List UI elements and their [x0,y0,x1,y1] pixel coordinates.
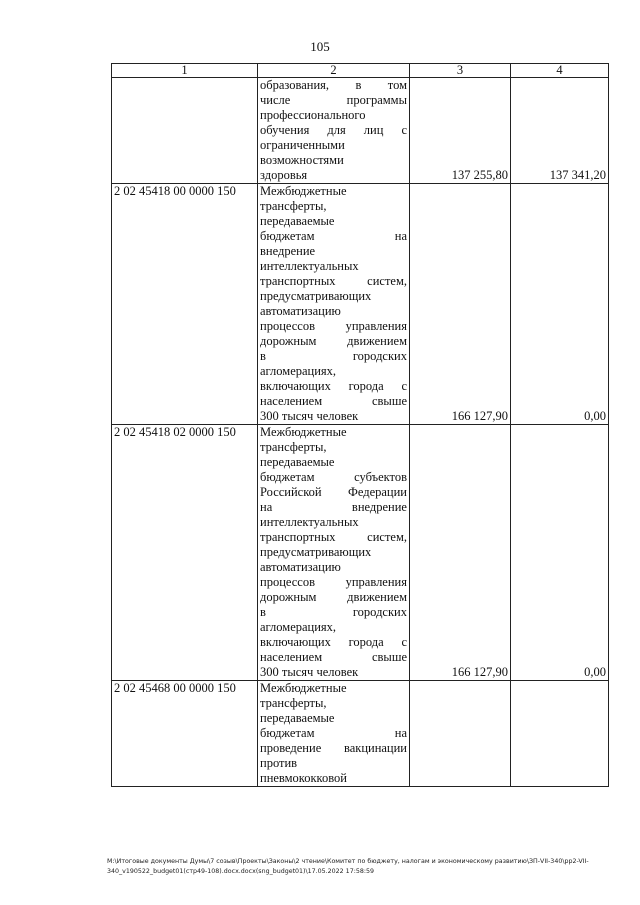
revenue-name-line: 300 тысяч человек [260,409,359,423]
revenue-name-line: образования, в том [260,78,407,92]
revenue-name-line: агломерациях, [260,364,337,378]
revenue-name-line: внедрение [260,244,316,258]
file-path-footer: M:\Итоговые документы Думы\7 созыв\Проекты\Законы\2 чтение\Комитет по бюджету, налогам и экономическому развитию\ЗП-VII-340\pp2-VII-340_v190522_budget01(стр49-108).docx.docx(sng_budget01)\17.05.2022 17:58:59 [107,858,589,875]
table-row [112,681,609,787]
revenue-name-line: населением свыше [260,394,407,408]
revenue-name-line: передаваемые [260,214,335,228]
revenue-name-line: в городских [260,349,407,363]
revenue-name-line: передаваемые [260,711,335,725]
revenue-name-cell [258,425,410,681]
amount-cell-col4: 0,00 [511,425,609,681]
table-row [112,425,609,681]
revenue-name-cell [258,681,410,787]
amount-cell-col4 [511,681,609,787]
revenue-name-line: трансферты, [260,696,327,710]
revenue-name-line: транспортных систем, [260,530,407,544]
revenue-name-line: Российской Федерации [260,485,407,499]
revenue-name-line: профессионального [260,108,366,122]
amount-cell-col4: 137 341,20 [511,78,609,184]
revenue-name-line: Межбюджетные [260,184,347,198]
revenue-name-line: процессов управления [260,575,407,589]
revenue-name-line: трансферты, [260,440,327,454]
column-header-4: 4 [511,64,609,78]
table-row [112,184,609,425]
revenue-name-line: возможностями [260,153,344,167]
revenue-code-cell: 2 02 45468 00 0000 150 [112,681,258,787]
column-header-1: 1 [112,64,258,78]
revenue-code-cell [112,78,258,184]
revenue-name-line: трансферты, [260,199,327,213]
revenue-name-line: населением свыше [260,650,407,664]
revenue-name-line: дорожным движением [260,590,407,604]
revenue-name-line: обучения для лиц с [260,123,407,137]
revenue-code-cell: 2 02 45418 00 0000 150 [112,184,258,425]
revenue-name-line: включающих города с [260,379,407,393]
amount-cell-col3: 137 255,80 [410,78,511,184]
revenue-name-line: пневмококковой [260,771,347,785]
revenue-name-line: ограниченными [260,138,345,152]
revenue-name-line: на внедрение [260,500,407,514]
revenue-name-line: включающих города с [260,635,407,649]
revenue-name-cell [258,184,410,425]
revenue-name-line: автоматизацию [260,560,341,574]
revenue-name-line: Межбюджетные [260,681,347,695]
column-header-3: 3 [410,64,511,78]
revenue-name-line: здоровья [260,168,308,182]
revenue-name-line: в городских [260,605,407,619]
revenue-name-line: передаваемые [260,455,335,469]
amount-cell-col3: 166 127,90 [410,184,511,425]
amount-cell-col3: 166 127,90 [410,425,511,681]
revenue-name-line: Межбюджетные [260,425,347,439]
amount-cell-col3 [410,681,511,787]
revenue-name-line: бюджетам субъектов [260,470,407,484]
revenue-name-line: проведение вакцинации [260,741,407,755]
table-header-row [112,64,609,78]
revenue-name-line: предусматривающих [260,289,372,303]
revenue-name-line: числе программы [260,93,407,107]
column-header-2: 2 [258,64,410,78]
revenue-name-line: процессов управления [260,319,407,333]
revenue-name-line: 300 тысяч человек [260,665,359,679]
revenue-name-line: против [260,756,298,770]
revenue-name-cell [258,78,410,184]
revenue-name-line: дорожным движением [260,334,407,348]
revenue-name-line: предусматривающих [260,545,372,559]
revenue-name-line: интеллектуальных [260,515,359,529]
amount-cell-col4: 0,00 [511,184,609,425]
revenue-name-line: транспортных систем, [260,274,407,288]
revenue-code-cell: 2 02 45418 02 0000 150 [112,425,258,681]
revenue-name-line: автоматизацию [260,304,341,318]
revenue-name-line: бюджетам на [260,229,407,243]
table-row [112,78,609,184]
revenue-name-line: интеллектуальных [260,259,359,273]
page-number: 105 [310,39,330,54]
budget-table [111,63,609,787]
revenue-name-line: агломерациях, [260,620,337,634]
revenue-name-line: бюджетам на [260,726,407,740]
